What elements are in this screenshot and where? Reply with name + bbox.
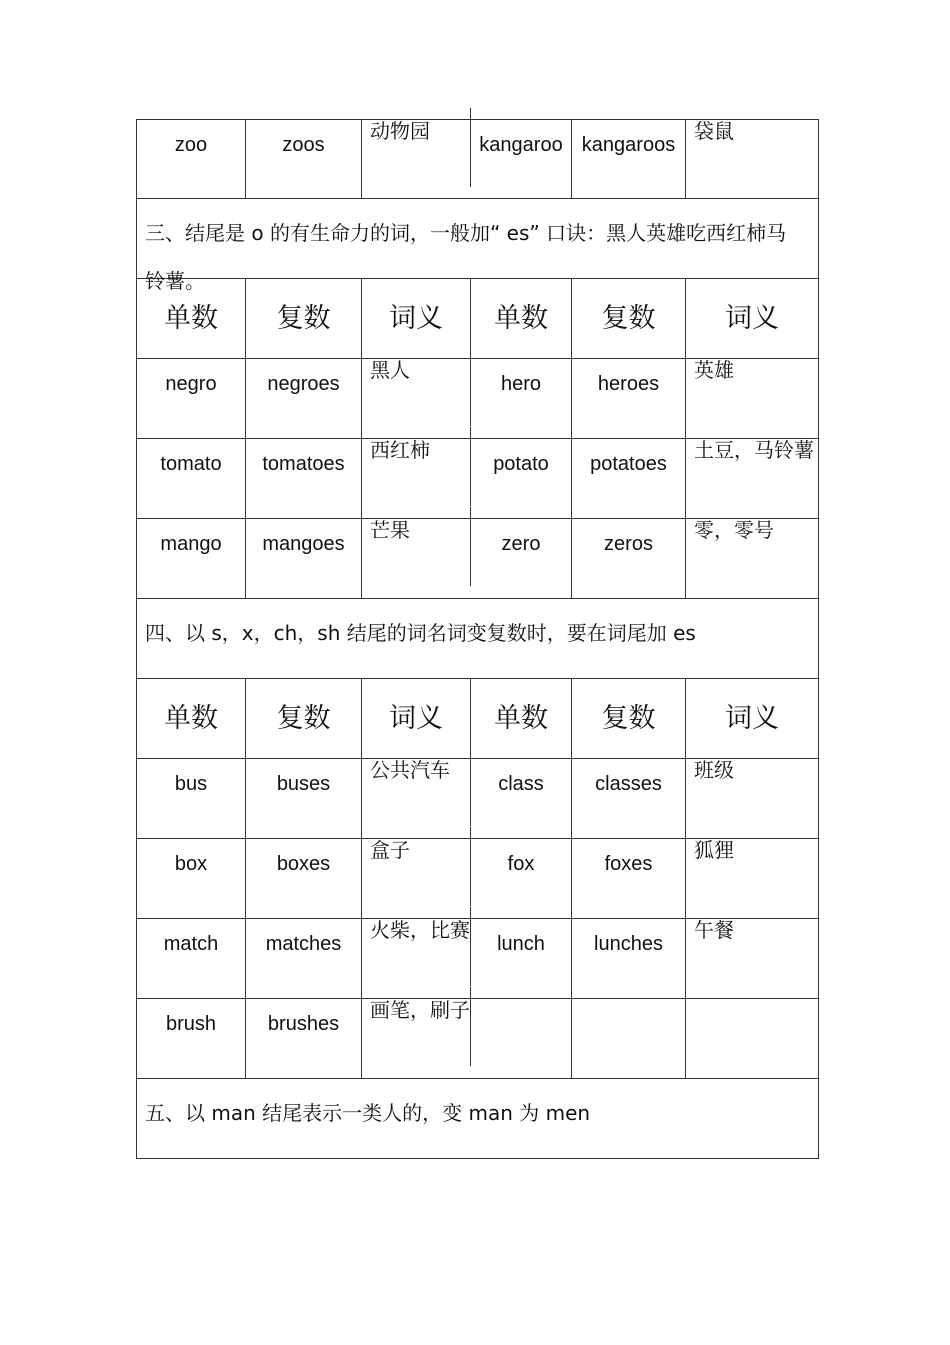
- meaning-cell: 狐狸: [694, 838, 734, 862]
- plural-cell: zoos: [246, 120, 362, 199]
- singular-cell: box: [137, 839, 246, 918]
- meaning-cell: 西红柿: [362, 427, 471, 506]
- header-singular: 单数: [137, 679, 246, 758]
- header-meaning: 词义: [725, 303, 779, 334]
- plural-cell: boxes: [246, 839, 362, 918]
- meaning-cell: 芒果: [362, 507, 471, 586]
- meaning-cell: 班级: [694, 758, 734, 782]
- meaning-cell: 午餐: [694, 918, 734, 942]
- header-singular: 单数: [471, 679, 572, 758]
- meaning-cell: 动物园: [362, 108, 471, 187]
- header-singular: 单数: [137, 279, 246, 358]
- plural-cell: foxes: [572, 839, 686, 918]
- meaning-cell: 零，零号: [694, 518, 774, 542]
- plural-cell: classes: [572, 759, 686, 838]
- singular-cell: lunch: [471, 919, 572, 998]
- singular-cell: kangaroo: [471, 120, 572, 199]
- header-meaning: 词义: [725, 703, 779, 734]
- meaning-cell: 土豆，马铃薯: [694, 438, 814, 462]
- singular-cell: negro: [137, 359, 246, 438]
- meaning-cell: [686, 987, 818, 1066]
- plural-rules-table: [136, 119, 819, 1159]
- plural-cell: buses: [246, 759, 362, 838]
- table-row: [136, 119, 819, 199]
- meaning-cell: 公共汽车: [362, 747, 471, 826]
- rule-text: 三、结尾是 o 的有生命力的词，一般加“ es” 口诀：黑人英雄吃西红柿马铃薯。: [145, 221, 787, 293]
- singular-cell: bus: [137, 759, 246, 838]
- singular-cell: hero: [471, 359, 572, 438]
- plural-cell: tomatoes: [246, 439, 362, 518]
- plural-cell: brushes: [246, 999, 362, 1078]
- singular-cell: potato: [471, 439, 572, 518]
- table-row: [136, 999, 819, 1079]
- meaning-cell: 盒子: [362, 827, 471, 906]
- singular-cell: zero: [471, 519, 572, 598]
- meaning-cell: 袋鼠: [694, 119, 734, 143]
- singular-cell: match: [137, 919, 246, 998]
- singular-cell: tomato: [137, 439, 246, 518]
- header-plural: 复数: [246, 279, 362, 358]
- section-5-rule: [136, 1079, 819, 1159]
- header-meaning: 词义: [362, 279, 471, 358]
- singular-cell: brush: [137, 999, 246, 1078]
- plural-cell: potatoes: [572, 439, 686, 518]
- header-plural: 复数: [246, 679, 362, 758]
- singular-cell: mango: [137, 519, 246, 598]
- meaning-cell: 画笔，刷子: [362, 987, 471, 1066]
- header-plural: 复数: [572, 279, 686, 358]
- rule-text: 四、以 s，x，ch，sh 结尾的词名词变复数时，要在词尾加 es: [145, 621, 696, 645]
- header-meaning: 词义: [362, 679, 471, 758]
- plural-cell: mangoes: [246, 519, 362, 598]
- plural-cell: zeros: [572, 519, 686, 598]
- section-3-rule: [136, 199, 819, 293]
- singular-cell: fox: [471, 839, 572, 918]
- table-row: [136, 519, 819, 599]
- plural-cell: negroes: [246, 359, 362, 438]
- rule-text: 五、以 man 结尾表示一类人的，变 man 为 men: [145, 1101, 591, 1125]
- header-plural: 复数: [572, 679, 686, 758]
- singular-cell: class: [471, 759, 572, 838]
- plural-cell: [572, 999, 686, 1078]
- plural-cell: heroes: [572, 359, 686, 438]
- singular-cell: zoo: [137, 120, 246, 199]
- singular-cell: [471, 999, 572, 1078]
- meaning-cell: 英雄: [694, 358, 734, 382]
- plural-cell: kangaroos: [572, 120, 686, 199]
- plural-cell: matches: [246, 919, 362, 998]
- header-singular: 单数: [471, 279, 572, 358]
- meaning-cell: 黑人: [362, 347, 471, 426]
- meaning-cell: 火柴，比赛: [362, 907, 471, 986]
- section-4-rule: [136, 599, 819, 679]
- plural-cell: lunches: [572, 919, 686, 998]
